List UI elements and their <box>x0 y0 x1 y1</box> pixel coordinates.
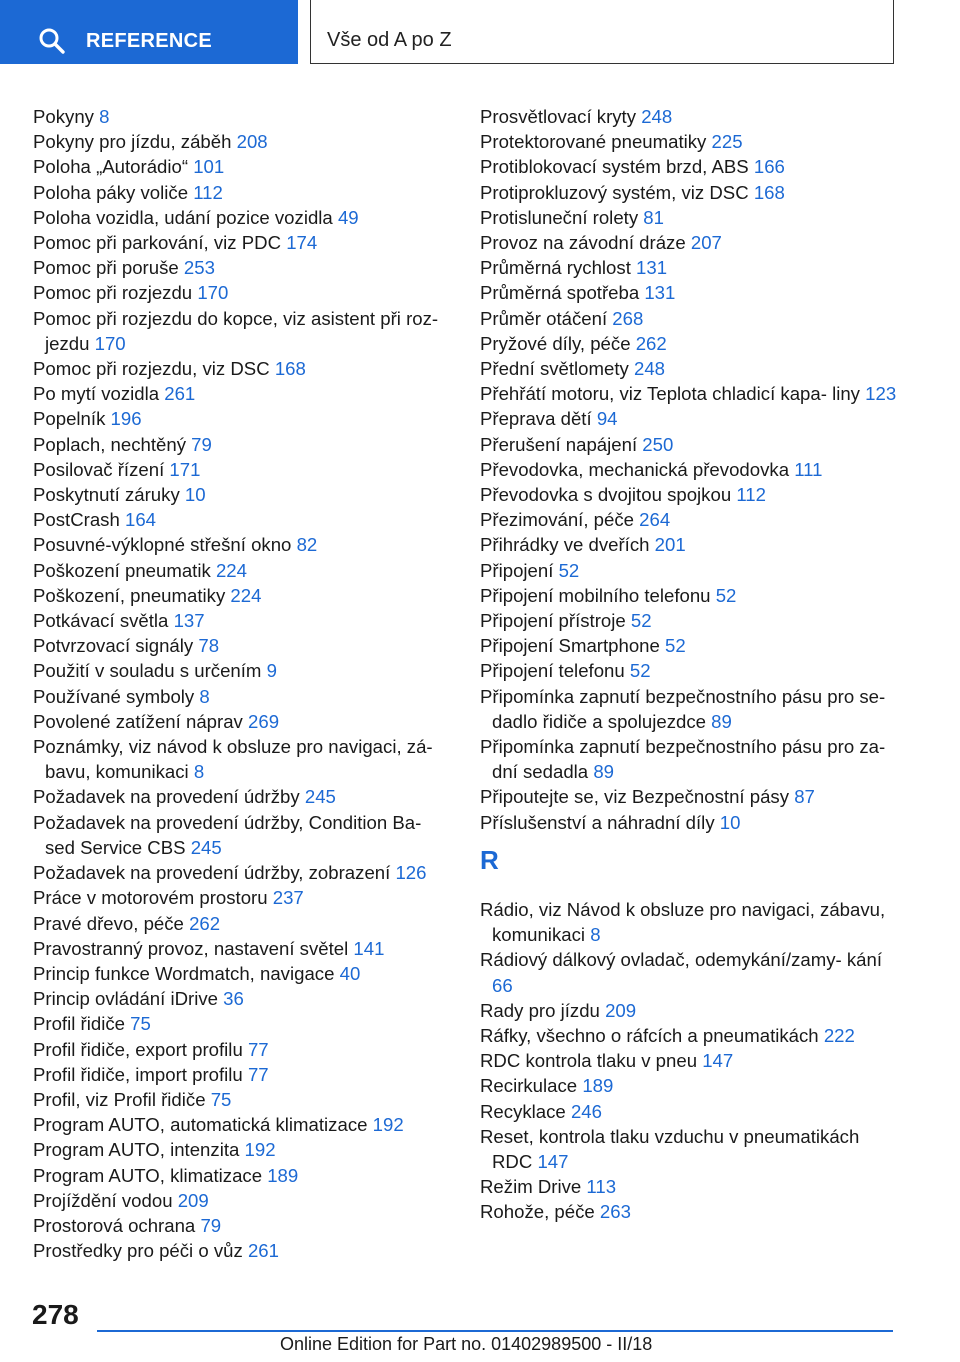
index-entry-term: Průměr otáčení <box>480 307 608 329</box>
index-entry-term: Připojení mobilního telefonu <box>480 584 711 606</box>
index-entry <box>33 1087 453 1112</box>
index-entry-page-link[interactable]: 79 <box>200 1214 222 1236</box>
index-entry-term: Pravé dřevo, péče <box>33 912 184 934</box>
index-entry <box>33 104 453 129</box>
page-number: 278 <box>32 1299 79 1330</box>
index-entry <box>480 457 900 482</box>
index-entry <box>33 154 453 179</box>
index-entry-term: Poplach, nechtěný <box>33 433 186 455</box>
index-entry <box>33 936 453 961</box>
reference-label: REFERENCE <box>86 30 213 52</box>
index-entry <box>33 180 453 205</box>
index-entry <box>480 1073 900 1098</box>
index-entry <box>480 734 900 784</box>
index-entry-page-link[interactable]: 52 <box>715 584 737 606</box>
index-entry-page-link[interactable]: 52 <box>665 635 686 657</box>
index-entry-term: Program AUTO, intenzita <box>33 1139 240 1161</box>
index-entry-page-link[interactable]: 209 <box>605 999 637 1021</box>
index-entry <box>33 230 453 255</box>
index-entry <box>480 381 900 406</box>
index-entry <box>33 860 453 885</box>
index-entry-page-link[interactable]: 253 <box>183 257 215 279</box>
index-entry-term: Posilovač řízení <box>33 458 165 480</box>
index-entry <box>33 1213 453 1238</box>
index-entry-page-link[interactable]: 222 <box>823 1024 855 1046</box>
index-entry-page-link[interactable]: 112 <box>193 181 223 203</box>
index-entry-term: RDC kontrola tlaku v pneu <box>480 1050 698 1072</box>
index-group-r <box>480 897 900 1225</box>
index-entry-term: Reset, kontrola tlaku vzduchu v pneumatikách RDC <box>480 1125 860 1172</box>
index-entry-term: Přerušení napájení <box>480 433 638 455</box>
index-entry-page-link[interactable]: 196 <box>110 408 142 430</box>
index-entry-term: Poskytnutí záruky <box>33 484 180 506</box>
index-entry-term: Připomínka zapnutí bezpečnostního pásu pro za‐ dní sedadla <box>480 736 886 783</box>
index-entry <box>480 406 900 431</box>
index-entry-page-link[interactable]: 10 <box>184 484 206 506</box>
index-entry <box>480 947 900 997</box>
index-entry-page-link[interactable]: 147 <box>702 1050 734 1072</box>
index-entry-page-link[interactable]: 170 <box>197 282 229 304</box>
index-entry <box>33 961 453 986</box>
index-entry-term: Poškození pneumatik <box>33 559 211 581</box>
index-entry <box>480 1124 900 1174</box>
index-entry-page-link[interactable]: 77 <box>247 1063 269 1085</box>
index-entry-page-link[interactable]: 269 <box>248 710 280 732</box>
index-entry-page-link[interactable]: 263 <box>599 1201 631 1223</box>
index-entry-page-link[interactable]: 87 <box>794 786 815 808</box>
index-entry-page-link[interactable]: 261 <box>164 383 196 405</box>
index-entry-term: Průměrná rychlost <box>480 257 631 279</box>
index-entry-term: Protiprokluzový systém, viz DSC <box>480 181 749 203</box>
index-entry-term: Pravostranný provoz, nastavení světel <box>33 937 349 959</box>
section-tab[interactable] <box>310 0 894 64</box>
index-entry-term: Připoutejte se, viz Bezpečnostní pásy <box>480 786 790 808</box>
index-entry-page-link[interactable]: 147 <box>537 1150 569 1172</box>
index-entry-term: Požadavek na provedení údržby, zobrazení <box>33 862 391 884</box>
index-entry <box>480 280 900 305</box>
index-entry-page-link[interactable]: 8 <box>193 761 205 783</box>
index-entry <box>33 129 453 154</box>
index-entry-page-link[interactable]: 192 <box>372 1114 404 1136</box>
index-entry-term: Průměrná spotřeba <box>480 282 640 304</box>
index-entry <box>33 734 453 784</box>
index-entry <box>480 784 900 809</box>
index-entry-term: Posuvné-výklopné střešní okno <box>33 534 292 556</box>
index-entry-term: Pryžové díly, péče <box>480 332 631 354</box>
index-entry-term: Příslušenství a náhradní díly <box>480 811 715 833</box>
index-entry <box>33 558 453 583</box>
index-entry <box>33 1037 453 1062</box>
index-entry-term: PostCrash <box>33 509 120 531</box>
index-entry-page-link[interactable]: 89 <box>711 710 732 732</box>
index-entry <box>33 1112 453 1137</box>
index-entry-page-link[interactable]: 52 <box>629 660 651 682</box>
index-entry <box>33 381 453 406</box>
index-entry <box>33 911 453 936</box>
index-entry-page-link[interactable]: 262 <box>189 912 221 934</box>
index-entry-page-link[interactable]: 224 <box>230 584 262 606</box>
index-entry-page-link[interactable]: 168 <box>753 181 785 203</box>
index-entry <box>33 306 453 356</box>
index-entry-page-link[interactable]: 168 <box>274 358 306 380</box>
index-entry-term: Poznámky, viz návod k obsluze pro navigaci, zá‐ bavu, komunikaci <box>33 736 433 783</box>
index-entry <box>33 986 453 1011</box>
index-entry-term: Přihrádky ve dveřích <box>480 534 650 556</box>
index-entry-page-link[interactable]: 237 <box>272 887 304 909</box>
index-entry-term: Přeprava dětí <box>480 408 592 430</box>
index-entry-term: Práce v motorovém prostoru <box>33 887 268 909</box>
index-entry-page-link[interactable]: 189 <box>582 1075 614 1097</box>
index-entry-page-link[interactable]: 208 <box>236 131 268 153</box>
index-entry-term: Pokyny pro jízdu, záběh <box>33 131 232 153</box>
index-entry-term: Připojení přístroje <box>480 610 626 632</box>
index-entry <box>33 1062 453 1087</box>
section-letter-heading: R <box>480 844 499 875</box>
index-entry <box>33 356 453 381</box>
index-entry <box>480 1199 900 1224</box>
index-entry-term: Poloha „Autorádio“ <box>33 156 189 178</box>
index-entry-term: Režim Drive <box>480 1176 582 1198</box>
index-entry-term: Rady pro jízdu <box>480 999 600 1021</box>
index-column-left <box>33 104 453 1263</box>
index-entry-term: Pomoc při rozjezdu do kopce, viz asistent při roz‐ jezdu <box>33 307 439 354</box>
index-entry-term: Program AUTO, klimatizace <box>33 1164 263 1186</box>
index-entry-page-link[interactable]: 8 <box>99 106 110 127</box>
index-entry-term: Použití v souladu s určením <box>33 660 262 682</box>
index-entry <box>480 558 900 583</box>
index-entry <box>33 810 453 860</box>
index-entry <box>480 104 900 129</box>
index-entry-term: Rádio, viz Návod k obsluze pro navigaci, zábavu, komunikaci <box>480 898 886 946</box>
index-entry-page-link[interactable]: 189 <box>267 1164 299 1186</box>
index-entry <box>33 1163 453 1188</box>
index-entry-term: Prostředky pro péči o vůz <box>33 1240 243 1262</box>
index-entry-page-link[interactable]: 101 <box>193 156 225 178</box>
index-entry-page-link[interactable]: 174 <box>286 232 318 254</box>
index-entry-term: Přehřátí motoru, viz Teplota chladicí kapa‐ liny <box>480 383 860 405</box>
index-entry <box>480 154 900 179</box>
index-entry <box>33 633 453 658</box>
index-entry-page-link[interactable]: 166 <box>753 156 785 178</box>
index-entry-term: Připojení <box>480 559 554 581</box>
index-entry-page-link[interactable]: 141 <box>353 937 385 959</box>
index-entry-term: Provoz na závodní dráze <box>480 232 686 254</box>
index-entry-page-link[interactable]: 209 <box>177 1189 209 1211</box>
index-entry-page-link[interactable]: 245 <box>304 786 336 808</box>
index-entry-term: Prostorová ochrana <box>33 1214 196 1236</box>
index-entry-term: Poloha páky voliče <box>33 181 189 203</box>
index-entry <box>33 709 453 734</box>
index-entry-page-link[interactable]: 79 <box>191 433 212 455</box>
index-entry <box>480 633 900 658</box>
index-entry <box>33 684 453 709</box>
index-entry <box>480 180 900 205</box>
index-entry <box>33 507 453 532</box>
index-entry-page-link[interactable]: 8 <box>590 924 601 946</box>
index-entry-term: Protektorované pneumatiky <box>480 131 707 153</box>
index-entry-page-link[interactable]: 113 <box>586 1176 617 1198</box>
index-entry-term: Poškození, pneumatiky <box>33 584 226 606</box>
index-entry <box>480 684 900 734</box>
index-entry <box>480 608 900 633</box>
index-entry <box>480 810 900 835</box>
section-label: Vše od A po Z <box>327 29 452 51</box>
index-entry <box>480 1174 900 1199</box>
index-entry-term: Princip ovládání iDrive <box>33 988 218 1010</box>
index-entry <box>33 532 453 557</box>
index-entry <box>480 998 900 1023</box>
index-entry-term: Povolené zatížení náprav <box>33 710 243 732</box>
index-entry-page-link[interactable]: 262 <box>635 332 667 354</box>
index-entry-term: Profil řidiče, import profilu <box>33 1063 243 1085</box>
index-entry-term: Recyklace <box>480 1100 566 1122</box>
index-entry-page-link[interactable]: 268 <box>612 307 644 329</box>
index-entry-term: Přezimování, péče <box>480 509 634 531</box>
index-entry-page-link[interactable]: 131 <box>644 282 676 304</box>
index-entry-term: Popelník <box>33 408 106 430</box>
index-entry-page-link[interactable]: 170 <box>94 332 126 354</box>
index-entry-page-link[interactable]: 123 <box>865 383 897 405</box>
index-entry <box>480 356 900 381</box>
index-entry-page-link[interactable]: 75 <box>130 1013 151 1035</box>
index-entry-term: Požadavek na provedení údržby <box>33 786 300 808</box>
index-entry-page-link[interactable]: 248 <box>634 358 666 380</box>
index-entry <box>33 885 453 910</box>
index-entry-page-link[interactable]: 82 <box>296 534 318 556</box>
index-entry <box>480 255 900 280</box>
index-entry-page-link[interactable]: 78 <box>198 635 220 657</box>
index-entry-term: Ráfky, všechno o ráfcích a pneumatikách <box>480 1024 819 1046</box>
index-entry-term: Princip funkce Wordmatch, navigace <box>33 962 335 984</box>
index-entry-page-link[interactable]: 207 <box>690 232 722 254</box>
index-entry <box>480 432 900 457</box>
index-entry-term: Program AUTO, automatická klimatizace <box>33 1114 368 1136</box>
index-entry-page-link[interactable]: 66 <box>492 974 513 996</box>
index-entry-term: Potkávací světla <box>33 610 169 632</box>
index-entry <box>33 583 453 608</box>
index-entry-term: Pomoc při rozjezdu, viz DSC <box>33 358 270 380</box>
index-entry <box>33 406 453 431</box>
index-entry <box>480 230 900 255</box>
index-entry-page-link[interactable]: 75 <box>210 1088 232 1110</box>
index-entry-page-link[interactable]: 40 <box>339 962 361 984</box>
index-entry-page-link[interactable]: 49 <box>337 206 359 228</box>
index-column-right <box>480 104 900 1225</box>
index-entry-page-link[interactable]: 52 <box>630 610 652 632</box>
index-entry-term: Prosvětlovací kryty <box>480 106 637 127</box>
index-entry-page-link[interactable]: 77 <box>247 1038 269 1060</box>
index-entry-page-link[interactable]: 126 <box>395 862 427 884</box>
index-entry-term: Převodovka s dvojitou spojkou <box>480 484 732 506</box>
index-entry <box>33 1011 453 1036</box>
index-entry <box>33 658 453 683</box>
index-entry-page-link[interactable]: 52 <box>558 559 580 581</box>
index-entry <box>33 608 453 633</box>
index-entry <box>33 1238 453 1263</box>
index-entry-page-link[interactable]: 164 <box>124 509 157 531</box>
index-entry <box>33 784 453 809</box>
index-entry-page-link[interactable]: 248 <box>641 106 673 127</box>
index-entry-term: Požadavek na provedení údržby, Condition Ba‐ sed Service CBS <box>33 811 422 858</box>
index-entry-page-link[interactable]: 36 <box>223 988 244 1010</box>
index-entry-term: Používané symboly <box>33 685 195 707</box>
index-entry <box>33 457 453 482</box>
reference-tab[interactable] <box>0 0 298 64</box>
index-entry <box>480 482 900 507</box>
index-entry-page-link[interactable]: 8 <box>199 685 210 707</box>
index-entry <box>480 205 900 230</box>
index-entry <box>33 1188 453 1213</box>
search-icon <box>38 27 66 55</box>
index-entry-term: Po mytí vozidla <box>33 383 160 405</box>
index-entry <box>33 255 453 280</box>
index-entry-page-link[interactable]: 201 <box>654 534 686 556</box>
index-entry-term: Recirkulace <box>480 1075 578 1097</box>
index-entry-term: Pomoc při rozjezdu <box>33 282 193 304</box>
index-entry-term: Profil, viz Profil řidiče <box>33 1088 206 1110</box>
index-entry-term: Profil řidiče <box>33 1013 125 1035</box>
index-entry-page-link[interactable]: 111 <box>794 458 823 480</box>
index-entry-term: Pomoc při parkování, viz PDC <box>33 232 282 254</box>
index-entry-term: Rádiový dálkový ovladač, odemykání/zamy‐ kání <box>480 949 883 971</box>
index-entry-page-link[interactable]: 89 <box>593 761 615 783</box>
index-entry-term: Projíždění vodou <box>33 1189 173 1211</box>
index-entry-term: Potvrzovací signály <box>33 635 194 657</box>
index-entry-page-link[interactable]: 224 <box>215 559 247 581</box>
index-entry-term: Protiblokovací systém brzd, ABS <box>480 156 749 178</box>
index-entry-term: Připojení telefonu <box>480 660 625 682</box>
index-entry-page-link[interactable]: 112 <box>736 484 766 506</box>
index-entry-term: Pomoc při poruše <box>33 257 179 279</box>
index-entry-term: Poloha vozidla, udání pozice vozidla <box>33 206 333 228</box>
index-entry <box>480 507 900 532</box>
index-entry <box>480 1023 900 1048</box>
index-entry-page-link[interactable]: 264 <box>639 509 671 531</box>
index-entry-page-link[interactable]: 250 <box>642 433 674 455</box>
index-entry-page-link[interactable]: 171 <box>169 458 201 480</box>
index-entry <box>33 482 453 507</box>
index-entry-term: Převodovka, mechanická převodovka <box>480 458 790 480</box>
index-entry <box>33 205 453 230</box>
index-entry-page-link[interactable]: 9 <box>266 660 277 682</box>
index-entry-page-link[interactable]: 246 <box>570 1100 602 1122</box>
index-entry-term: Pokyny <box>33 106 94 127</box>
index-entry <box>480 532 900 557</box>
index-entry-page-link[interactable]: 192 <box>244 1139 276 1161</box>
index-entry-term: Rohože, péče <box>480 1201 595 1223</box>
index-entry-term: Přední světlomety <box>480 358 629 380</box>
index-entry-term: Profil řidiče, export profilu <box>33 1038 243 1060</box>
index-entry-page-link[interactable]: 94 <box>596 408 618 430</box>
index-entry <box>480 658 900 683</box>
edition-text: Online Edition for Part no. 01402989500 - II/18 <box>280 1334 653 1354</box>
index-entry-page-link[interactable]: 81 <box>643 206 664 228</box>
index-entry-page-link[interactable]: 225 <box>711 131 743 153</box>
index-entry-page-link[interactable]: 245 <box>190 836 222 858</box>
index-entry-term: Připomínka zapnutí bezpečnostního pásu pro se‐ dadlo řidiče a spolujezdce <box>480 685 886 732</box>
index-entry-term: Protisluneční rolety <box>480 206 639 228</box>
index-entry <box>480 1048 900 1073</box>
footer-divider <box>97 1330 893 1332</box>
index-entry <box>33 280 453 305</box>
index-entry <box>33 432 453 457</box>
index-entry <box>33 1137 453 1162</box>
index-entry-page-link[interactable]: 137 <box>173 610 205 632</box>
index-entry-page-link[interactable]: 261 <box>247 1240 279 1262</box>
index-entry <box>480 583 900 608</box>
index-entry <box>480 129 900 154</box>
index-entry-term: Připojení Smartphone <box>480 635 660 657</box>
index-group-p <box>480 104 900 835</box>
index-entry-page-link[interactable]: 10 <box>719 811 741 833</box>
index-entry <box>480 897 900 947</box>
index-entry <box>480 331 900 356</box>
index-entry-page-link[interactable]: 131 <box>636 257 668 279</box>
index-entry <box>480 1099 900 1124</box>
index-entry <box>480 306 900 331</box>
